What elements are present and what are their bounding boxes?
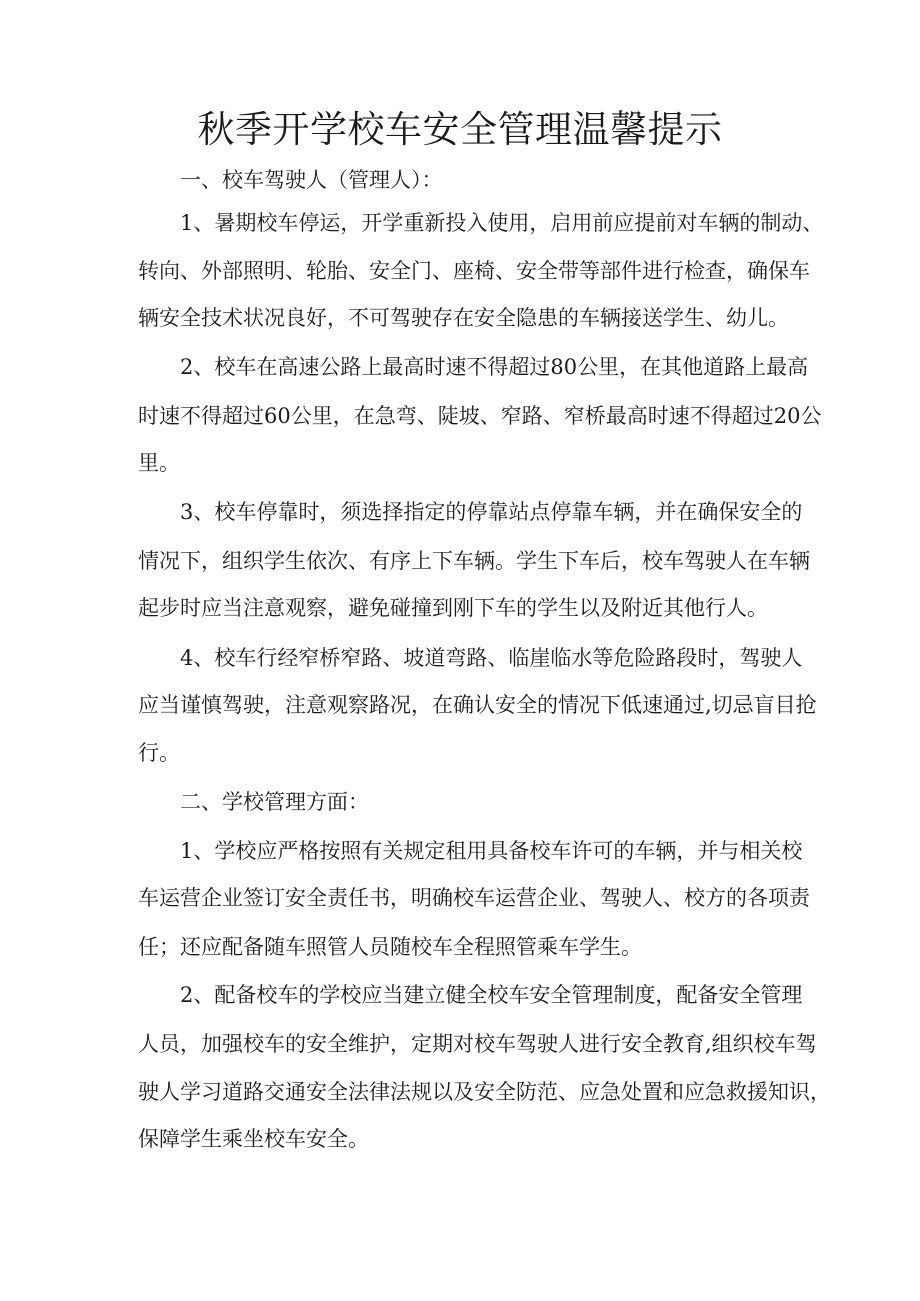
paragraph-line: 起步时应当注意观察，避免碰撞到刚下车的学生以及附近其他行人。 xyxy=(138,596,768,620)
paragraph-line: 1、暑期校车停运，开学重新投入使用，启用前应提前对车辆的制动、 xyxy=(180,211,824,235)
paragraph-line: 1、学校应严格按照有关规定租用具备校车许可的车辆，并与相关校 xyxy=(180,839,803,863)
section-heading-driver: 一、校车驾驶人（管理人）： xyxy=(180,168,443,192)
paragraph-line: 车运营企业签订安全责任书，明确校车运营企业、驾驶人、校方的各项责 xyxy=(138,886,810,910)
paragraph-line: 驶人学习道路交通安全法律法规以及安全防范、应急处置和应急救援知识， xyxy=(138,1080,831,1104)
paragraph-line: 保障学生乘坐校车安全。 xyxy=(138,1127,369,1151)
paragraph-line: 时速不得超过60公里，在急弯、陡坡、窄路、窄桥最高时速不得超过20公 xyxy=(138,404,822,428)
paragraph-line: 里。 xyxy=(138,451,180,475)
paragraph-line: 2、校车在高速公路上最高时速不得超过80公里，在其他道路上最高 xyxy=(180,355,809,379)
paragraph-line: 行。 xyxy=(138,741,180,765)
paragraph-line: 情况下，组织学生依次、有序上下车辆。学生下车后，校车驾驶人在车辆 xyxy=(138,549,810,573)
paragraph-line: 应当谨慎驾驶，注意观察路况，在确认安全的情况下低速通过,切忌盲目抢 xyxy=(138,693,817,717)
paragraph-line: 人员，加强校车的安全维护，定期对校车驾驶人进行安全教育,组织校车驾 xyxy=(138,1032,817,1056)
paragraph-line: 3、校车停靠时，须选择指定的停靠站点停靠车辆，并在确保安全的 xyxy=(180,500,803,524)
paragraph-line: 辆安全技术状况良好，不可驾驶存在安全隐患的车辆接送学生、幼儿。 xyxy=(138,306,789,330)
document-title: 秋季开学校车安全管理温馨提示 xyxy=(197,108,723,151)
paragraph-line: 4、校车行经窄桥窄路、坡道弯路、临崖临水等危险路段时，驾驶人 xyxy=(180,646,803,670)
paragraph-line: 转向、外部照明、轮胎、安全门、座椅、安全带等部件进行检查，确保车 xyxy=(138,259,810,283)
paragraph-line: 2、配备校车的学校应当建立健全校车安全管理制度，配备安全管理 xyxy=(180,983,803,1007)
section-heading-school: 二、学校管理方面： xyxy=(180,790,369,814)
paragraph-line: 任；还应配备随车照管人员随校车全程照管乘车学生。 xyxy=(138,935,642,959)
